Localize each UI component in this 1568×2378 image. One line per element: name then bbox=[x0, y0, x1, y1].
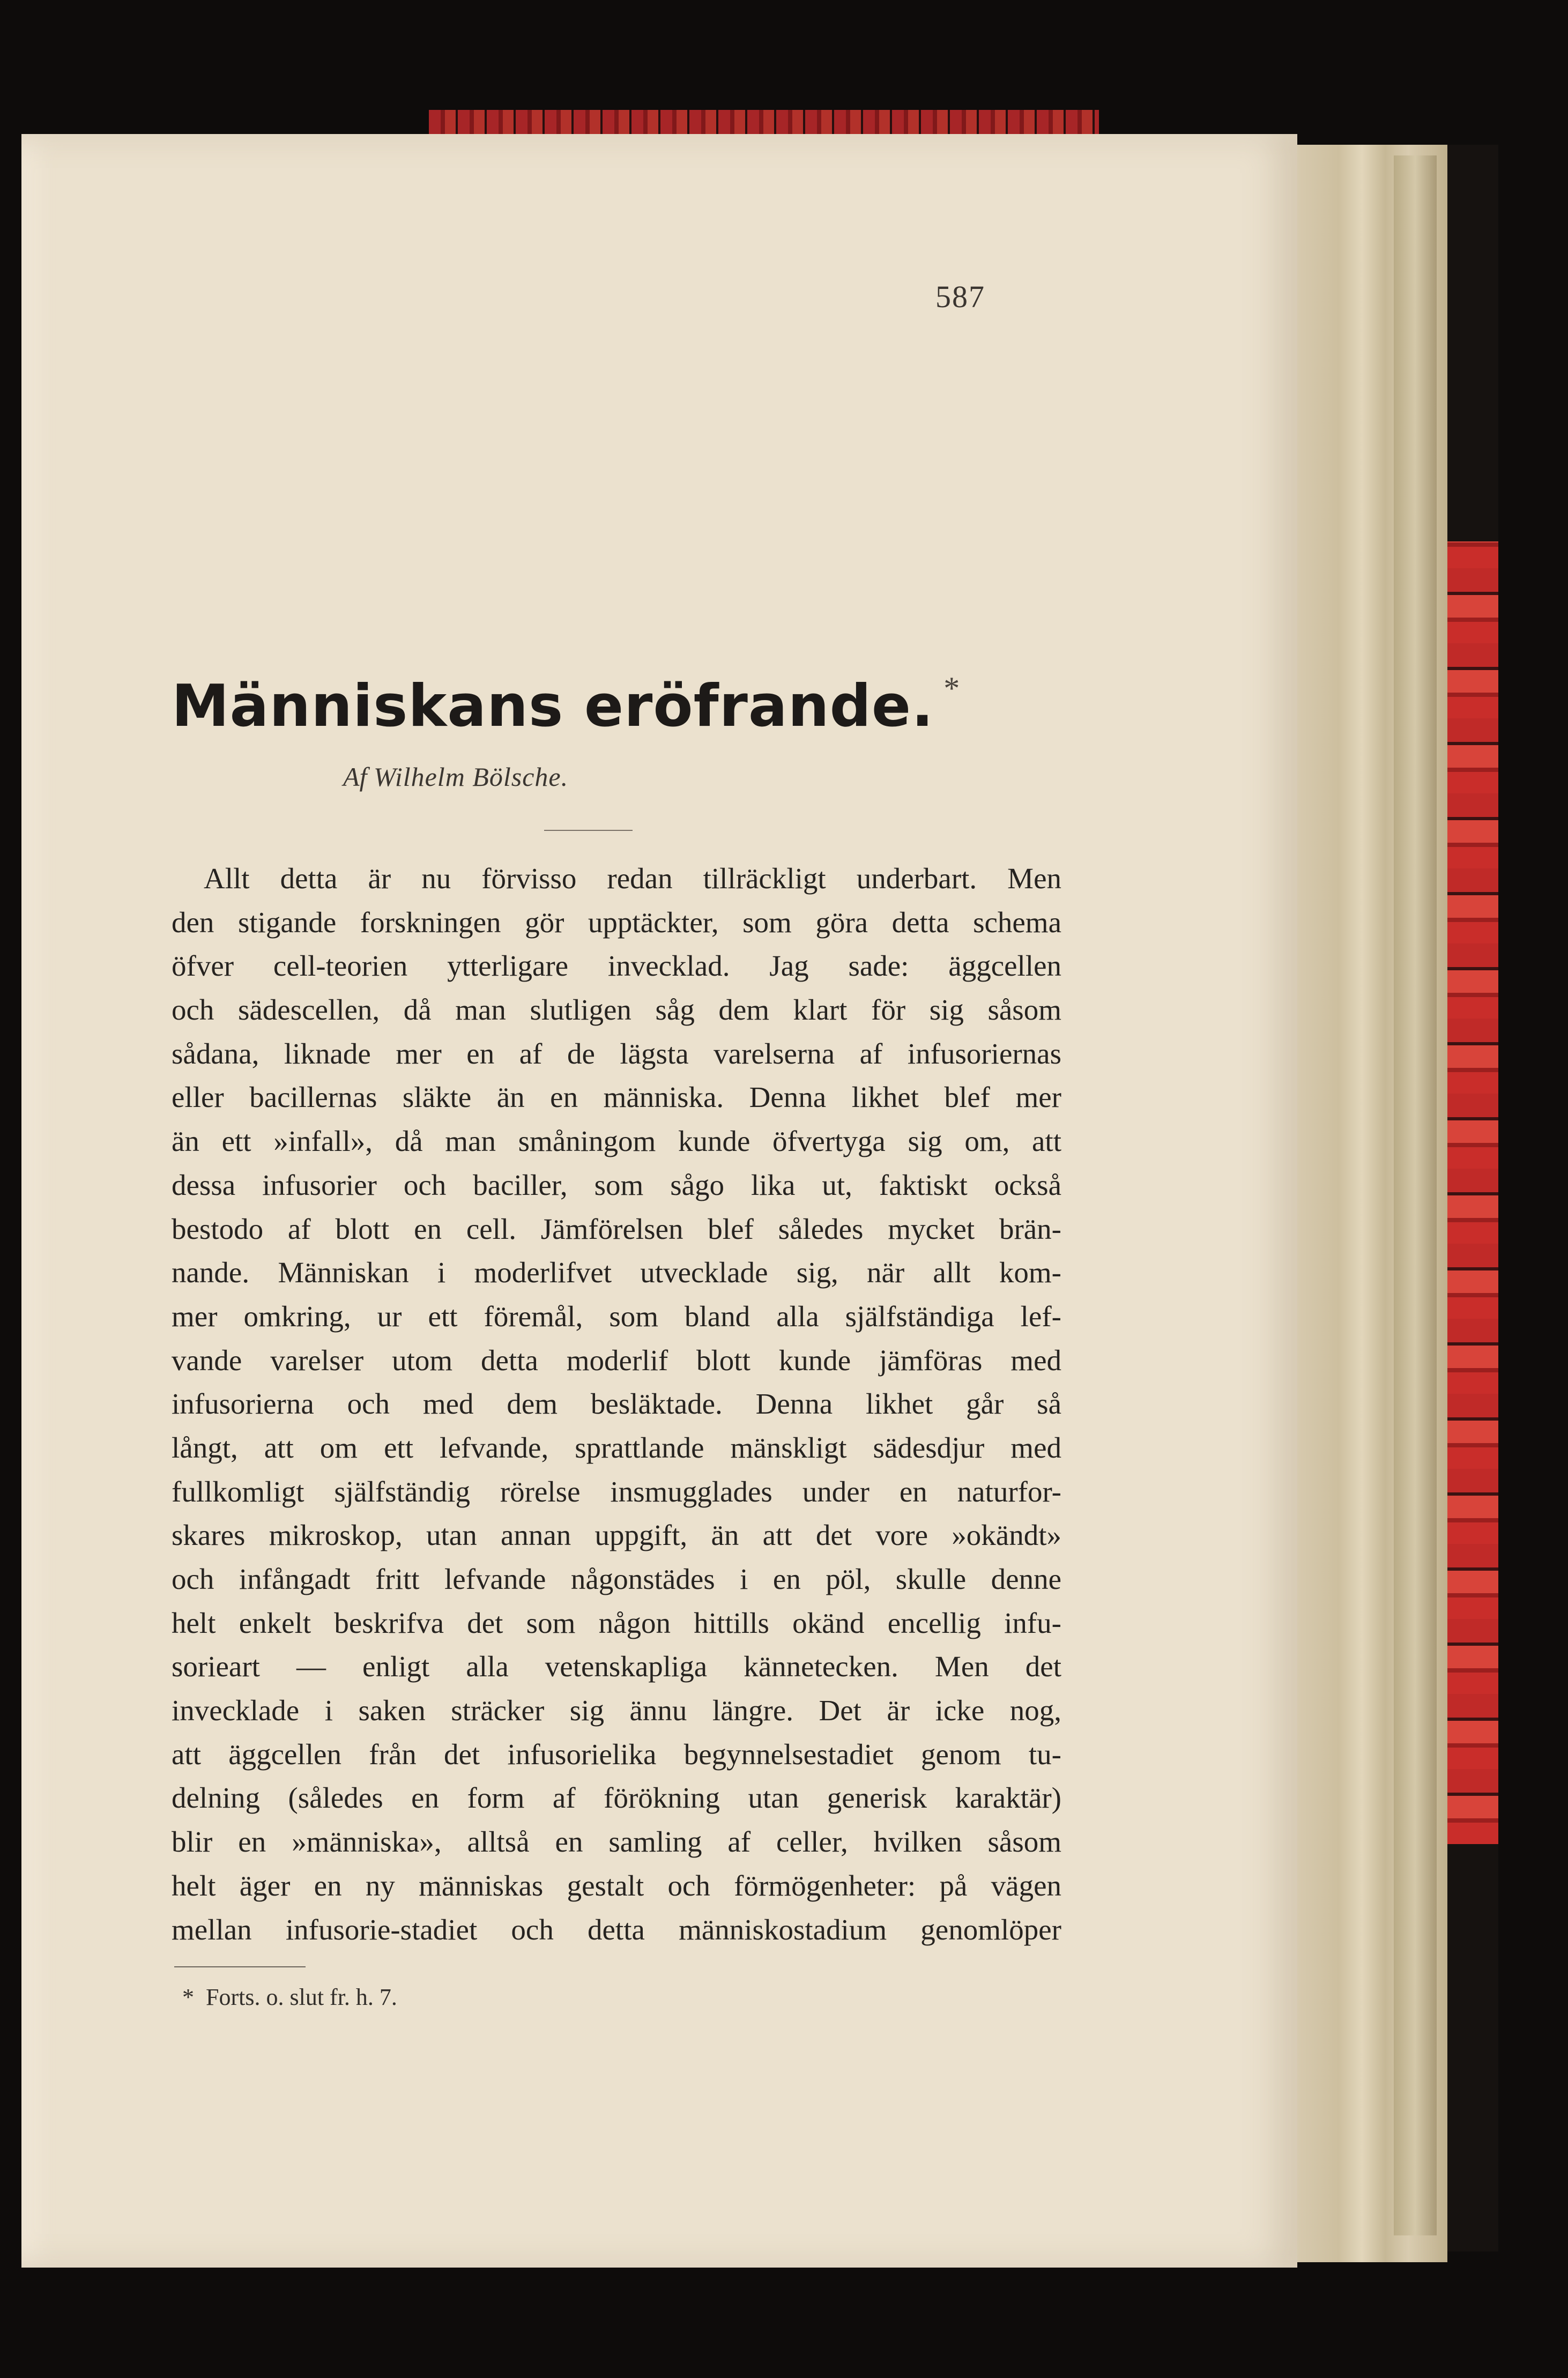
book-cover-dark-upper bbox=[1447, 145, 1498, 541]
body-line: än ett »infall», då man småningom kunde öfvertyga sig om, att bbox=[172, 1125, 1061, 1158]
title-divider bbox=[544, 830, 633, 831]
byline-author: Wilhelm Bölsche. bbox=[373, 762, 569, 792]
body-line: helt enkelt beskrifva det som någon hittills okänd encellig infu- bbox=[172, 1606, 1061, 1639]
body-line: bestodo af blott en cell. Jämförelsen blef således mycket brän- bbox=[172, 1212, 1061, 1245]
title-text: Människans eröfrande. bbox=[172, 673, 934, 740]
footnote-divider bbox=[174, 1966, 306, 1967]
body-line: den stigande forskningen gör upptäckter, som göra detta schema bbox=[172, 905, 1061, 939]
body-line: infusorierna och med dem besläktade. Denna likhet går så bbox=[172, 1387, 1061, 1421]
title-footnote-mark: * bbox=[943, 671, 961, 706]
body-text bbox=[172, 857, 1061, 1951]
body-line: nande. Människan i moderlifvet utvecklade sig, när allt kom- bbox=[172, 1256, 1061, 1289]
page-number: 587 bbox=[935, 279, 985, 314]
body-line: fullkomligt själfständig rörelse insmugglades under en naturfor- bbox=[172, 1475, 1061, 1508]
body-line: att äggcellen från det infusorielika begynnelsestadiet genom tu- bbox=[172, 1737, 1061, 1771]
body-line: eller bacillernas släkte än en människa. Denna likhet blef mer bbox=[172, 1081, 1061, 1114]
body-line: och sädescellen, då man slutligen såg dem klart för sig såsom bbox=[172, 993, 1061, 1027]
body-line: helt äger en ny människas gestalt och förmögenheter: på vägen bbox=[172, 1869, 1061, 1902]
footnote-text: Forts. o. slut fr. h. 7. bbox=[206, 1984, 397, 2010]
body-line: mellan infusorie-stadiet och detta människostadium genomlöper bbox=[172, 1913, 1061, 1946]
page-stack-inner bbox=[1394, 155, 1437, 2235]
body-line: sådana, liknade mer en af de lägsta varelserna af infusoriernas bbox=[172, 1037, 1061, 1070]
body-line: skares mikroskop, utan annan uppgift, än att det vore »okändt» bbox=[172, 1519, 1061, 1552]
body-line: långt, att om ett lefvande, sprattlande mänskligt sädesdjur med bbox=[172, 1431, 1061, 1464]
body-line: dessa infusorier och baciller, som sågo lika ut, faktiskt också bbox=[172, 1168, 1061, 1201]
body-line: invecklade i saken sträcker sig ännu längre. Det är icke nog, bbox=[172, 1694, 1061, 1727]
body-line: öfver cell-teorien ytterligare invecklad. Jag sade: äggcellen bbox=[172, 949, 1061, 983]
body-line: vande varelser utom detta moderlif blott kunde jämföras med bbox=[172, 1343, 1061, 1377]
body-line: och infångadt fritt lefvande någonstädes i en pöl, skulle denne bbox=[172, 1563, 1061, 1595]
book-cover-dark-lower bbox=[1447, 1844, 1498, 2251]
body-line: Allt detta är nu förvisso redan tillräckligt underbart. Men bbox=[204, 862, 1061, 895]
body-line: mer omkring, ur ett föremål, som bland alla själfständiga lef- bbox=[172, 1299, 1061, 1333]
body-line: sorieart — enligt alla vetenskapliga kännetecken. Men det bbox=[172, 1650, 1061, 1683]
byline bbox=[343, 761, 986, 792]
article-title bbox=[172, 670, 1244, 740]
footnote-mark: * bbox=[182, 1984, 194, 2010]
byline-prefix: Af bbox=[343, 762, 367, 792]
footnote bbox=[182, 1983, 611, 2011]
body-line: delning (således en form af förökning utan generisk karaktär) bbox=[172, 1781, 1061, 1815]
body-line: blir en »människa», alltså en samling af celler, hvilken såsom bbox=[172, 1825, 1061, 1859]
book-cover-red-spine bbox=[1447, 541, 1498, 1844]
